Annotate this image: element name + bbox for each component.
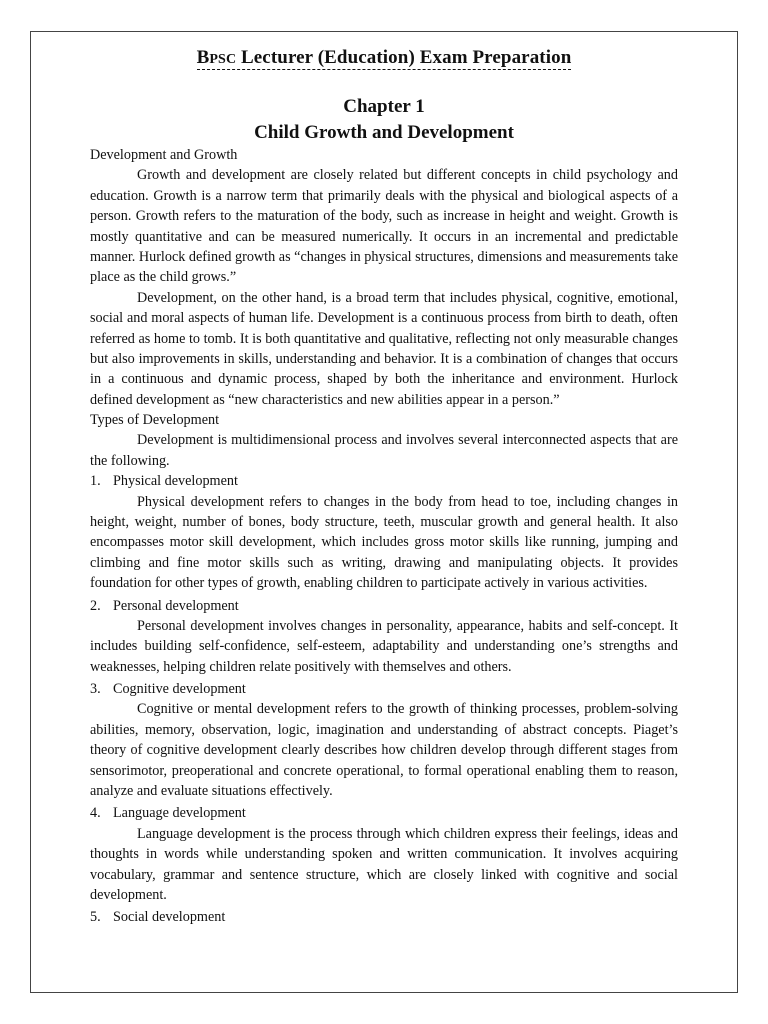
chapter-title: Child Growth and Development [254,122,514,143]
document-body [90,46,678,928]
section-heading-types: Types of Development [90,412,220,429]
paragraph-types-intro: Development is multidimensional process and involves several interconnected aspects that are the following. [90,432,678,469]
paragraph-language: Language development is the process through which children express their feelings, ideas and thoughts in words while understanding spoken and written communication. It involves acquiring vocabulary, grammar and sentence structure, which are closely linked with cognitive and social development. [90,825,678,903]
list-item-heading-cognitive: 3. Cognitive development [90,681,246,698]
paragraph-development: Development, on the other hand, is a broad term that includes physical, cognitive, emotional, social and moral aspects of human life. Development is a continuous process from birth to death, often referred as home to tomb. It is both quantitative and qualitative, reflecting not only measurable changes but also improvements in skills, understanding and behavior. It is a combination of changes that occurs in a continuous and dynamic process, shaped by both the inheritance and environment. Hurlock defined development as “new characteristics and new abilities appear in a person.” [90,289,678,408]
list-item-heading-social: 5. Social development [90,909,226,926]
document-title: BPSC Lecturer (Education) Exam Preparation [196,47,572,68]
section-heading-development-and-growth: Development and Growth [90,147,238,163]
list-item-heading-physical: 1. Physical development [90,473,238,490]
list-item-heading-personal: 2. Personal development [90,597,239,614]
paragraph-personal: Personal development involves changes in personality, appearance, habits and self-concept. It includes building self-confidence, self-esteem, adaptability and understanding one’s strengths and weaknesses, helping children relate positively with themselves and others. [90,617,678,675]
paragraph-growth: Growth and development are closely related but different concepts in child psychology and education. Growth is a narrow term that primarily deals with the physical and biological aspects of a person. Growth refers to the maturation of the body, such as increase in height and weight. Growth is mostly quantitative and can be measured numerically. It occurs in an incremental and predictable manner. Hurlock defined growth as “changes in physical structures, dimensions and measurements take place as the child grows.” [90,167,678,286]
list-item-heading-language: 4. Language development [90,805,246,822]
paragraph-cognitive: Cognitive or mental development refers to the growth of thinking processes, problem-solving abilities, memory, observation, logic, imagination and understanding of abstract concepts. Piaget’s theory of cognitive development clearly describes how children develop through different stages from sensorimotor, preoperational and concrete operational, to formal operational enabling them to reason, analyze and evaluate situations effectively. [90,701,678,800]
chapter-number: Chapter 1 [343,96,425,117]
paragraph-physical: Physical development refers to changes in the body from head to toe, including changes in height, weight, number of bones, body structure, teeth, muscular growth and general health. It also encompasses motor skill development, which includes gross motor skills like running, jumping and climbing and fine motor skills such as writing, drawing and manipulating objects. It provides foundation for other types of growth, enabling children to participate actively in various activities. [90,493,678,592]
